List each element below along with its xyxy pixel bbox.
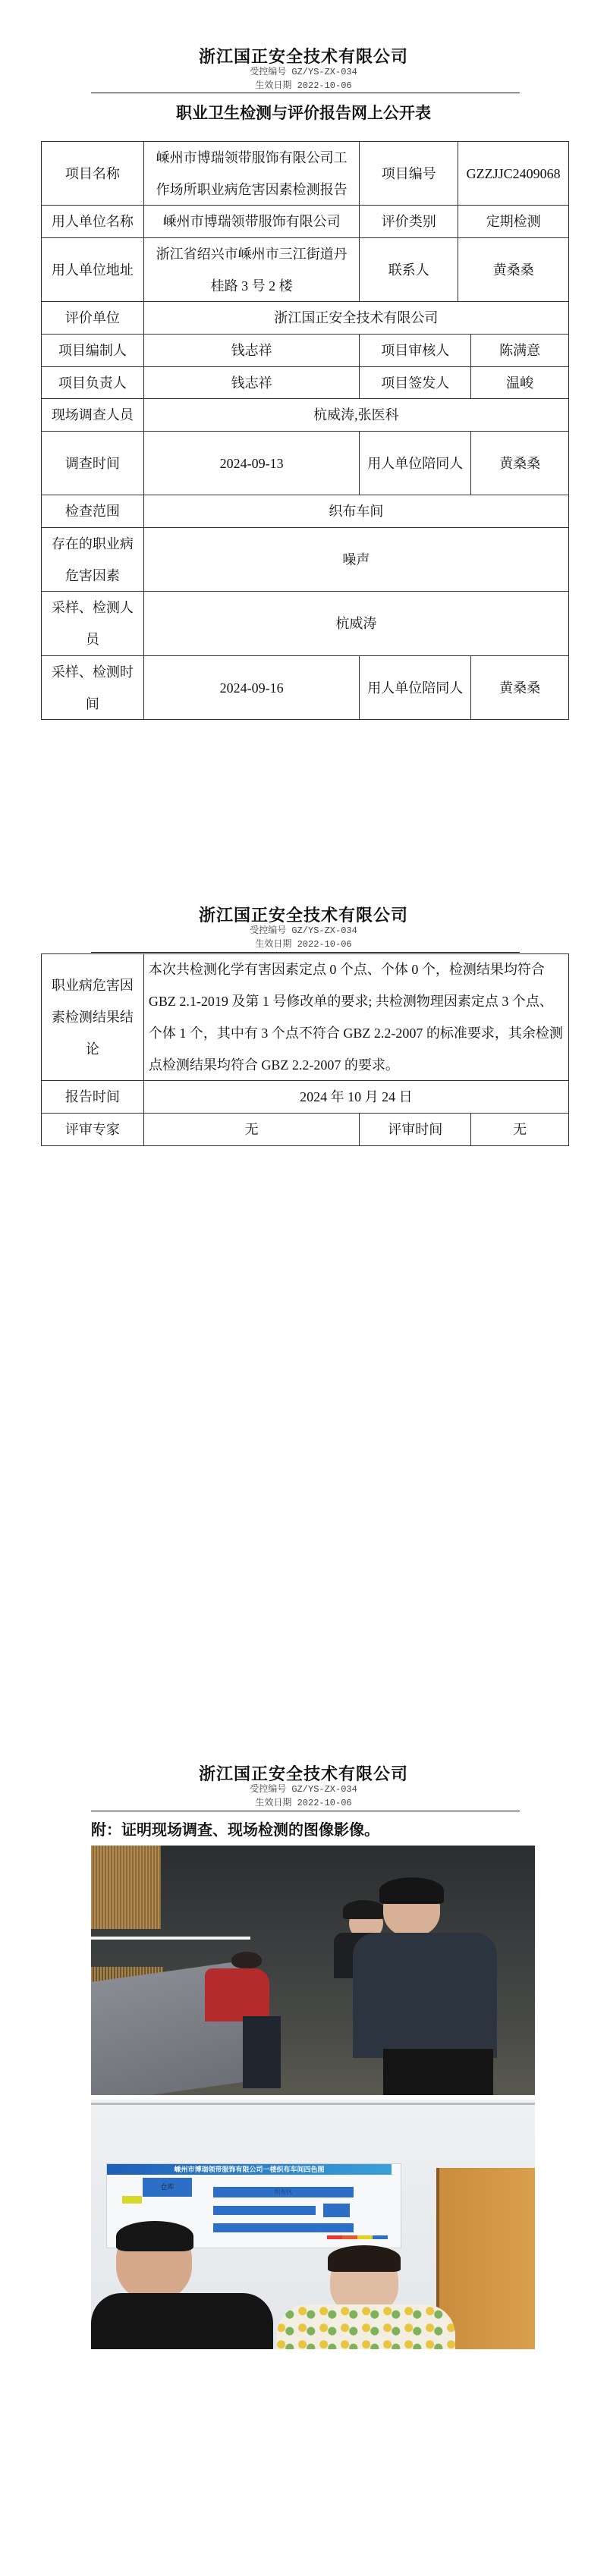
- experts-label: 评审专家: [42, 1114, 144, 1145]
- site-survey-photo: [91, 1846, 535, 2095]
- employer-name-label: 用人单位名称: [42, 206, 144, 237]
- experts: 无: [144, 1114, 360, 1145]
- control-number: 受控编号 GZ/YS-ZX-034: [250, 67, 357, 77]
- table-row: [42, 1081, 569, 1114]
- eval-unit: 浙江国正安全技术有限公司: [144, 302, 569, 334]
- accompany: 黄桑桑: [471, 432, 569, 495]
- table-row: [42, 656, 569, 720]
- table-row: [42, 528, 569, 592]
- sign-zone: 织布区: [213, 2187, 354, 2197]
- project-no-label: 项目编号: [360, 142, 458, 205]
- contact: 黄桑桑: [458, 238, 569, 301]
- project-name: 嵊州市博瑞领带服饰有限公司工作场所职业病危害因素检测报告: [144, 142, 360, 205]
- page-title: 职业卫生检测与评价报告网上公开表: [176, 104, 431, 122]
- employer-address-label: 用人单位地址: [42, 238, 144, 301]
- table-row: [42, 432, 569, 495]
- sign-title: 嵊州市博瑞领带服饰有限公司一楼织布车间四色图: [107, 2164, 392, 2175]
- survey-time-label: 调查时间: [42, 432, 144, 495]
- scope: 织布车间: [144, 495, 569, 527]
- sampling-time-label: 采样、检测时间: [42, 656, 144, 719]
- table-row: [42, 495, 569, 528]
- conclusion-label: 职业病危害因素检测结果结论: [42, 954, 144, 1080]
- conclusion-table: [41, 953, 569, 1146]
- hazards: 噪声: [144, 528, 569, 591]
- control-number: 受控编号 GZ/YS-ZX-034: [250, 1784, 357, 1795]
- accompany2: 黄桑桑: [471, 656, 569, 719]
- table-row: [42, 399, 569, 432]
- employer-name: 嵊州市博瑞领带服饰有限公司: [144, 206, 360, 237]
- table-row: [42, 302, 569, 335]
- effective-date: 生效日期 2022-10-06: [255, 80, 352, 91]
- reviewer-label: 项目审核人: [360, 335, 471, 366]
- table-row: [42, 142, 569, 206]
- header-divider: [91, 952, 520, 953]
- company-name: 浙江国正安全技术有限公司: [198, 906, 408, 925]
- surveyors-label: 现场调查人员: [42, 399, 144, 431]
- table-row: [42, 592, 569, 656]
- table-row: [42, 954, 569, 1081]
- annex-title: 附：证明现场调查、现场检测的图像影像。: [91, 1822, 379, 1839]
- samplers: 杭威涛: [144, 592, 569, 655]
- employer-address: 浙江省绍兴市嵊州市三江街道丹桂路 3 号 2 楼: [144, 238, 360, 301]
- control-number: 受控编号 GZ/YS-ZX-034: [250, 925, 357, 936]
- table-row: [42, 238, 569, 302]
- table-row: [42, 367, 569, 399]
- scope-label: 检查范围: [42, 495, 144, 527]
- accompany-label: 用人单位陪同人: [360, 432, 471, 495]
- hazards-label: 存在的职业病危害因素: [42, 528, 144, 591]
- survey-time: 2024-09-13: [144, 432, 360, 495]
- reviewer: 陈满意: [471, 335, 569, 366]
- sign-warehouse: 仓库: [143, 2178, 192, 2197]
- review-time: 无: [471, 1114, 569, 1145]
- compiler-label: 项目编制人: [42, 335, 144, 366]
- review-time-label: 评审时间: [360, 1114, 471, 1145]
- table-row: [42, 206, 569, 238]
- company-name: 浙江国正安全技术有限公司: [198, 1764, 408, 1783]
- contact-label: 联系人: [360, 238, 458, 301]
- effective-date: 生效日期 2022-10-06: [255, 939, 352, 950]
- sampling-time: 2024-09-16: [144, 656, 360, 719]
- conclusion: 本次共检测化学有害因素定点 0 个点、个体 0 个，检测结果均符合 GBZ 2.1-2019 及第 1 号修改单的要求; 共检测物理因素定点 3 个点、个体 1 个，其中有 3 个点不符合 GBZ 2.2-2007 的标准要求，其余检测点检测结果均符合 GBZ 2.2-2007 的要求。: [144, 954, 569, 1080]
- eval-unit-label: 评价单位: [42, 302, 144, 334]
- report-time: 2024 年 10 月 24 日: [144, 1081, 569, 1113]
- report-time-label: 报告时间: [42, 1081, 144, 1113]
- manager: 钱志祥: [144, 367, 360, 398]
- eval-type-label: 评价类别: [360, 206, 458, 237]
- manager-label: 项目负责人: [42, 367, 144, 398]
- project-name-label: 项目名称: [42, 142, 144, 205]
- disclosure-table: [41, 141, 569, 720]
- surveyors: 杭威涛,张医科: [144, 399, 569, 431]
- issuer: 温峻: [471, 367, 569, 398]
- samplers-label: 采样、检测人员: [42, 592, 144, 655]
- project-no: GZZJJC2409068: [458, 142, 569, 205]
- accompany2-label: 用人单位陪同人: [360, 656, 471, 719]
- company-name: 浙江国正安全技术有限公司: [198, 47, 408, 66]
- table-row: [42, 1114, 569, 1146]
- effective-date: 生效日期 2022-10-06: [255, 1798, 352, 1808]
- eval-type: 定期检测: [458, 206, 569, 237]
- site-inspection-photo: [91, 2100, 535, 2349]
- table-row: [42, 335, 569, 367]
- issuer-label: 项目签发人: [360, 367, 471, 398]
- compiler: 钱志祥: [144, 335, 360, 366]
